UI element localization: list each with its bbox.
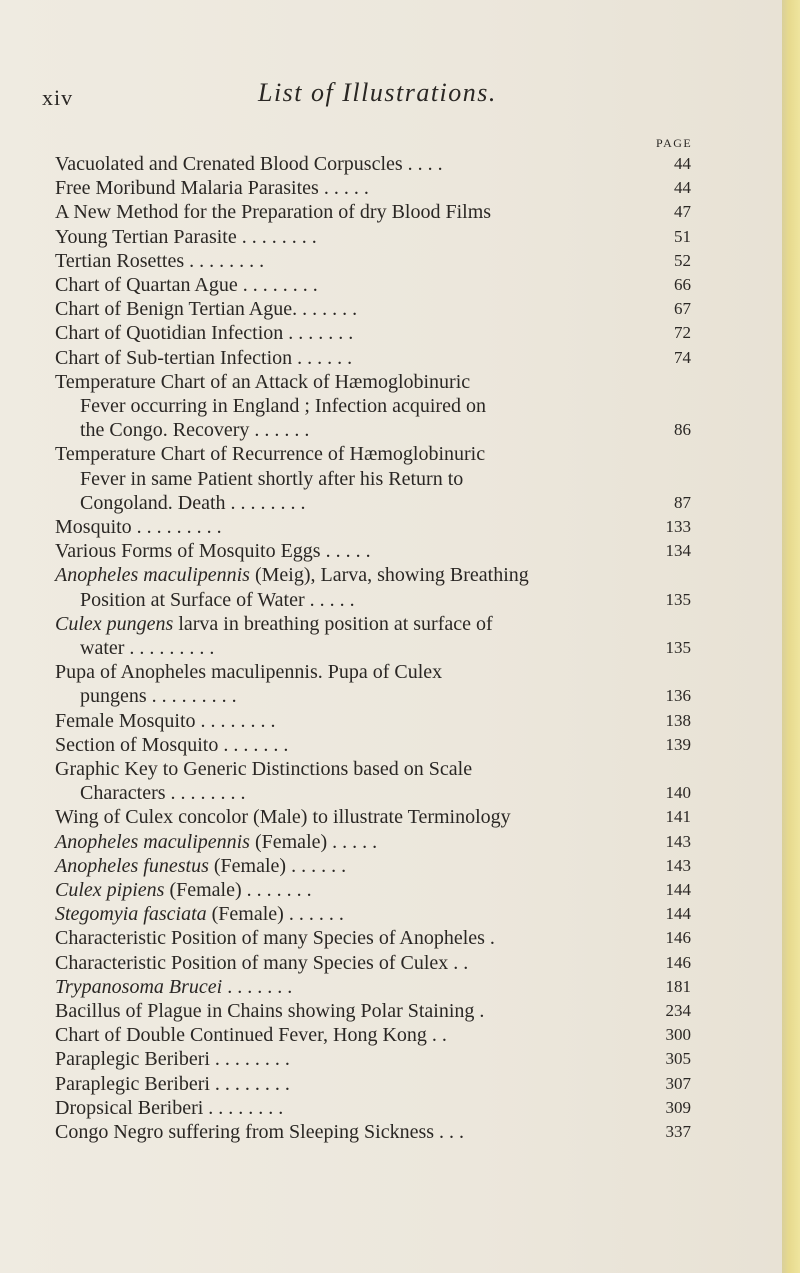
entry-caption-line: Section of Mosquito . . . . . . . (55, 733, 289, 756)
entry-caption-line: Fever occurring in England ; Infection acquired on (80, 394, 486, 417)
entry-caption-line: Tertian Rosettes . . . . . . . . (55, 249, 265, 272)
entry-caption-line: Vacuolated and Crenated Blood Corpuscles . . . . (55, 153, 443, 175)
entry-page-number: 44 (674, 178, 691, 198)
entry-caption-line: Congoland. Death . . . . . . . . (80, 491, 306, 514)
entry-caption-line: Graphic Key to Generic Distinctions based on Scale (55, 758, 473, 780)
entry-caption-line: Young Tertian Parasite . . . . . . . . (55, 225, 317, 248)
entry-page-number: 136 (665, 686, 691, 706)
entry-caption-line: Dropsical Beriberi . . . . . . . . (55, 1096, 284, 1119)
entry-caption-line: Characters . . . . . . . . (80, 782, 246, 805)
entry-caption-line: Bacillus of Plague in Chains showing Polar Staining . (55, 1000, 485, 1022)
entry-page-number: 72 (674, 323, 691, 343)
entry-page-number: 133 (665, 517, 691, 536)
entry-page-number: 135 (665, 589, 691, 609)
entry-caption-line: Chart of Sub-tertian Infection . . . . . . (55, 346, 353, 369)
entry-page-number: 309 (665, 1097, 691, 1117)
entry-page-number: 44 (674, 154, 691, 173)
entry-page-number: 307 (665, 1073, 691, 1093)
entry-caption-line: Trypanosoma Brucei . . . . . . . (55, 975, 293, 998)
entry-caption-line: Characteristic Position of many Species of Anopheles . (55, 927, 495, 950)
entry-caption-line: Position at Surface of Water . . . . . (80, 588, 355, 611)
entry-page-number: 300 (665, 1025, 691, 1045)
entry-caption-line: Chart of Quotidian Infection . . . . . . . (55, 322, 354, 345)
entry-caption-line: A New Method for the Preparation of dry Blood Films (55, 201, 492, 224)
running-title: List of Illustrations. (258, 78, 497, 107)
entry-caption-line: Chart of Double Continued Fever, Hong Kong . . (55, 1024, 447, 1047)
entry-page-number: 337 (665, 1122, 691, 1141)
page-column-label: PAGE (656, 136, 693, 150)
entry-caption-line: Anopheles maculipennis (Female) . . . . . (55, 830, 378, 853)
entry-caption-line: Chart of Quartan Ague . . . . . . . . (55, 274, 318, 296)
entry-caption-line: Congo Negro suffering from Sleeping Sickness . . . (55, 1121, 465, 1143)
entry-caption-line: pungens . . . . . . . . . (80, 685, 237, 708)
entry-page-number: 141 (665, 807, 691, 827)
entry-caption-line: Paraplegic Beriberi . . . . . . . . (55, 1072, 290, 1095)
entry-caption-line: the Congo. Recovery . . . . . . (80, 419, 310, 442)
entry-caption-line: Fever in same Patient shortly after his Return to (80, 467, 464, 490)
entry-page-number: 143 (665, 855, 691, 875)
entry-page-number: 181 (665, 976, 691, 996)
entry-page-number: 143 (665, 831, 691, 851)
entry-page-number: 86 (674, 420, 691, 440)
entry-caption-line: Pupa of Anopheles maculipennis. Pupa of Culex (55, 661, 443, 684)
entry-caption-line: Temperature Chart of an Attack of Hæmoglobinuric (55, 370, 471, 393)
entry-page-number: 234 (665, 1001, 691, 1020)
entry-page-number: 144 (665, 880, 691, 899)
entry-page-number: 138 (665, 710, 691, 730)
entry-caption-line: Culex pipiens (Female) . . . . . . . (55, 879, 312, 901)
entry-page-number: 134 (665, 541, 691, 561)
entry-caption-line: Free Moribund Malaria Parasites . . . . . (55, 177, 369, 200)
entry-caption-line: Characteristic Position of many Species of Culex . . (55, 951, 469, 974)
entry-page-number: 135 (665, 637, 691, 657)
page-edge (782, 0, 800, 1273)
entry-page-number: 52 (674, 250, 691, 270)
entry-caption-line: water . . . . . . . . . (80, 636, 215, 659)
entry-page-number: 146 (665, 952, 691, 972)
entry-caption-line: Chart of Benign Tertian Ague. . . . . . . (55, 298, 358, 321)
entry-caption-line: Anopheles maculipennis (Meig), Larva, showing Breathing (55, 564, 529, 587)
entry-page-number: 140 (665, 783, 691, 803)
page-folio: xiv (42, 85, 74, 110)
entry-page-number: 47 (674, 202, 691, 222)
entry-caption-line: Female Mosquito . . . . . . . . (55, 709, 276, 732)
entry-page-number: 74 (674, 347, 691, 367)
entry-page-number: 305 (665, 1049, 691, 1069)
entry-page-number: 87 (674, 492, 691, 512)
entry-page-number: 146 (665, 928, 691, 948)
entry-page-number: 51 (674, 226, 691, 246)
entry-caption-line: Temperature Chart of Recurrence of Hæmoglobinuric (55, 443, 486, 466)
entry-page-number: 66 (674, 275, 691, 294)
entry-caption-line: Wing of Culex concolor (Male) to illustrate Terminology (55, 806, 511, 829)
entry-page-number: 67 (674, 299, 691, 319)
entry-page-number: 144 (665, 904, 691, 924)
entry-caption-line: Anopheles funestus (Female) . . . . . . (55, 854, 347, 877)
entry-caption-line: Paraplegic Beriberi . . . . . . . . (55, 1048, 290, 1071)
entry-caption-line: Stegomyia fasciata (Female) . . . . . . (55, 903, 344, 926)
entry-caption-line: Culex pungens larva in breathing position at surface of (55, 612, 493, 635)
entry-caption-line: Mosquito . . . . . . . . . (55, 516, 222, 538)
entry-page-number: 139 (665, 734, 691, 754)
entry-caption-line: Various Forms of Mosquito Eggs . . . . . (55, 540, 371, 563)
